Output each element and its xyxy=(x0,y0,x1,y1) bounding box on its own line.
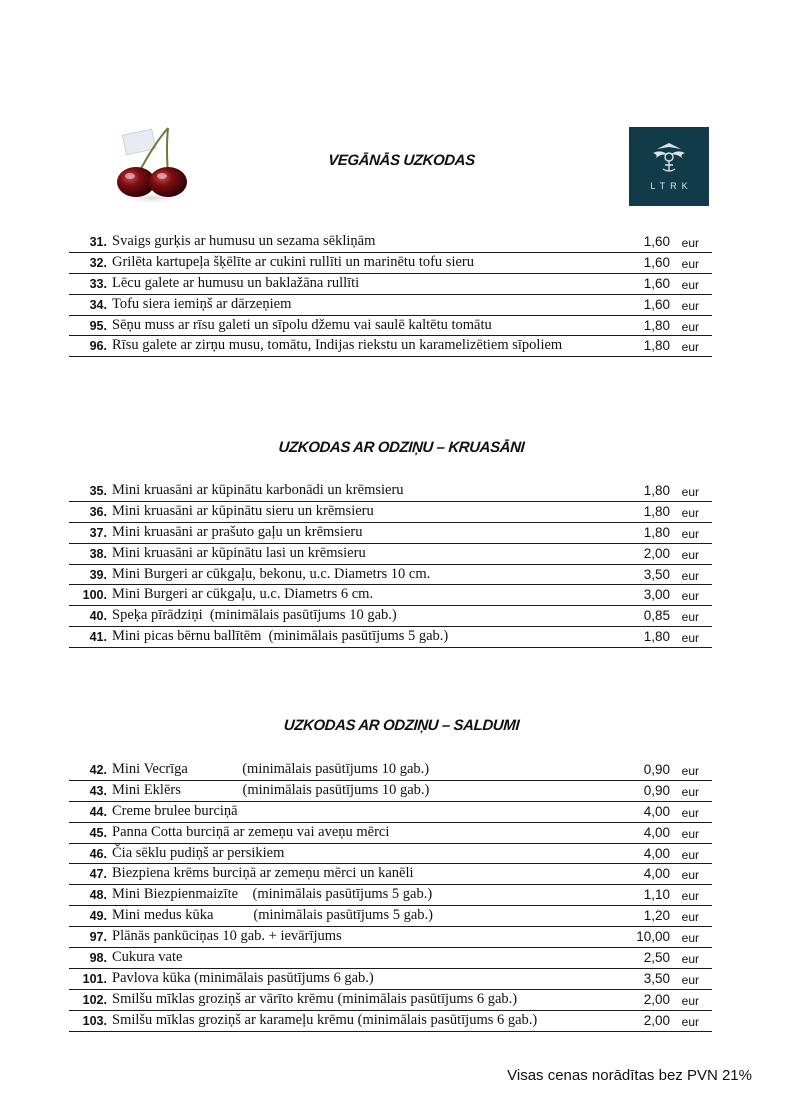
menu-item-price: 3,00 xyxy=(643,587,670,603)
menu-item-number: 32. xyxy=(89,255,107,270)
menu-item-row xyxy=(69,990,712,1011)
menu-item-price: 0,90 xyxy=(643,762,670,777)
menu-item-price: 0,85 xyxy=(643,608,670,624)
menu-item-row xyxy=(69,948,712,969)
ltrk-logo-text: LTRK xyxy=(650,181,693,191)
menu-item-number: 47. xyxy=(89,867,107,882)
menu-item-row xyxy=(69,969,712,990)
menu-item-currency: eur xyxy=(681,931,699,946)
menu-item-price: 4,00 xyxy=(643,845,670,861)
menu-item-row xyxy=(69,760,712,781)
menu-item-number: 42. xyxy=(89,763,107,777)
menu-item-price: 3,50 xyxy=(643,970,670,986)
menu-item-currency: eur xyxy=(681,910,699,925)
menu-item-number: 49. xyxy=(89,909,107,924)
menu-item-number: 44. xyxy=(89,804,107,819)
menu-item-number: 45. xyxy=(89,825,107,840)
menu-item-price: 0,90 xyxy=(643,782,670,798)
menu-item-currency: eur xyxy=(681,236,699,250)
menu-item-currency: eur xyxy=(681,568,699,583)
menu-item-currency: eur xyxy=(681,972,699,987)
section-title-sweets: UZKODAS AR ODZIŅU – SALDUMI xyxy=(283,717,520,734)
section-title-vegan: VEGĀNĀS UZKODAS xyxy=(327,152,476,169)
menu-item-row xyxy=(69,906,712,927)
menu-item-currency: eur xyxy=(681,631,699,646)
menu-item-row xyxy=(69,781,712,802)
menu-item-row xyxy=(69,864,712,885)
menu-item-currency: eur xyxy=(681,889,699,904)
menu-item-description: Rīsu galete ar zirņu musu, tomātu, Indijas riekstu un karamelizētiem sīpoliem xyxy=(112,337,563,354)
menu-item-number: 98. xyxy=(89,951,107,966)
menu-item-description: Pavlova kūka (minimālais pasūtījums 6 gab.) xyxy=(112,969,374,986)
menu-item-currency: eur xyxy=(681,589,699,604)
menu-item-number: 36. xyxy=(89,504,107,519)
menu-item-currency: eur xyxy=(681,256,699,271)
menu-item-price: 1,60 xyxy=(643,234,670,249)
menu-item-price: 1,80 xyxy=(643,317,670,333)
menu-item-price: 2,50 xyxy=(643,950,670,966)
menu-item-description: Svaigs gurķis ar humusu un sezama sēkliņām xyxy=(112,233,376,249)
menu-item-price: 2,00 xyxy=(643,991,670,1007)
menu-item-currency: eur xyxy=(681,952,699,967)
menu-item-price: 10,00 xyxy=(636,929,670,945)
section-title-croissants: UZKODAS AR ODZIŅU – KRUASĀNI xyxy=(278,439,525,456)
menu-item-row xyxy=(69,627,712,648)
menu-item-description: Čia sēklu pudiņš ar persikiem xyxy=(112,844,285,861)
menu-item-price: 1,60 xyxy=(643,275,670,291)
menu-item-row xyxy=(69,823,712,844)
menu-item-description: Mini picas bērnu ballītēm (minimālais pasūtījums 5 gab.) xyxy=(112,628,449,645)
menu-item-row xyxy=(69,802,712,823)
menu-item-number: 31. xyxy=(89,235,107,249)
menu-item-row xyxy=(69,844,712,865)
menu-item-currency: eur xyxy=(681,298,699,313)
menu-item-description: Smilšu mīklas groziņš ar karameļu krēmu (minimālais pasūtījums 6 gab.) xyxy=(112,1011,538,1028)
menu-item-currency: eur xyxy=(681,826,699,841)
menu-item-currency: eur xyxy=(681,868,699,883)
menu-item-description: Plānās pankūciņas 10 gab. + ievārījums xyxy=(112,928,342,945)
menu-item-row xyxy=(69,502,712,523)
menu-item-currency: eur xyxy=(681,340,699,355)
menu-item-price: 4,00 xyxy=(643,866,670,882)
menu-item-price: 4,00 xyxy=(643,824,670,840)
menu-item-price: 4,00 xyxy=(643,803,670,819)
menu-item-row xyxy=(69,885,712,906)
menu-item-currency: eur xyxy=(681,764,699,778)
vat-footnote: Visas cenas norādītas bez PVN 21% xyxy=(507,1067,752,1084)
menu-item-description: Mini kruasāni ar kūpinātu karbonādi un krēmsieru xyxy=(112,482,404,498)
menu-item-number: 97. xyxy=(89,930,107,945)
menu-item-row xyxy=(69,336,712,357)
menu-item-currency: eur xyxy=(681,805,699,820)
menu-item-number: 100. xyxy=(82,588,107,603)
menu-item-price: 3,50 xyxy=(643,566,670,582)
menu-item-currency: eur xyxy=(681,505,699,520)
menu-item-row xyxy=(69,523,712,544)
menu-item-number: 96. xyxy=(89,339,107,354)
menu-item-currency: eur xyxy=(681,784,699,799)
menu-item-description: Mini Burgeri ar cūkgaļu, u.c. Diametrs 6 cm. xyxy=(112,586,374,603)
menu-item-row xyxy=(69,295,712,316)
menu-item-row xyxy=(69,274,712,295)
menu-item-row xyxy=(69,1011,712,1032)
menu-table-croissants xyxy=(69,481,712,648)
menu-table-vegan xyxy=(69,232,712,357)
menu-item-number: 46. xyxy=(89,846,107,861)
menu-item-description: Speķa pīrādziņi (minimālais pasūtījums 10 gab.) xyxy=(112,607,397,624)
menu-item-description: Grilēta kartupeļa šķēlīte ar cukini rullīti un marinētu tofu sieru xyxy=(112,253,474,270)
menu-item-price: 2,00 xyxy=(643,545,670,561)
menu-item-description: Sēņu muss ar rīsu galeti un sīpolu džemu vai saulē kaltētu tomātu xyxy=(112,316,492,333)
menu-item-number: 101. xyxy=(82,971,107,986)
menu-item-row xyxy=(69,565,712,586)
menu-item-description: Mini Vecrīga (minimālais pasūtījums 10 gab.) xyxy=(112,761,430,777)
menu-item-row xyxy=(69,253,712,274)
menu-item-currency: eur xyxy=(681,847,699,862)
menu-item-description: Smilšu mīklas groziņš ar vārīto krēmu (minimālais pasūtījums 6 gab.) xyxy=(112,990,518,1007)
menu-item-price: 1,80 xyxy=(643,503,670,519)
menu-item-number: 34. xyxy=(89,297,107,312)
menu-item-price: 1,80 xyxy=(643,338,670,354)
menu-item-row xyxy=(69,606,712,627)
menu-item-price: 1,10 xyxy=(643,887,670,903)
menu-item-row xyxy=(69,481,712,502)
menu-item-description: Mini kruasāni ar kūpinātu lasi un krēmsieru xyxy=(112,544,366,561)
menu-item-description: Creme brulee burciņā xyxy=(112,802,238,819)
menu-item-price: 1,80 xyxy=(643,483,670,498)
menu-item-number: 43. xyxy=(89,783,107,798)
menu-item-number: 48. xyxy=(89,888,107,903)
menu-item-description: Mini kruasāni ar kūpinātu sieru un krēmsieru xyxy=(112,502,374,519)
menu-item-row xyxy=(69,232,712,253)
menu-item-description: Mini Eklērs (minimālais pasūtījums 10 gab.) xyxy=(112,781,430,798)
menu-item-currency: eur xyxy=(681,610,699,625)
menu-item-description: Tofu siera iemiņš ar dārzeņiem xyxy=(112,295,292,312)
menu-item-currency: eur xyxy=(681,526,699,541)
menu-item-number: 102. xyxy=(82,992,107,1007)
menu-item-row xyxy=(69,927,712,948)
menu-item-number: 35. xyxy=(89,484,107,498)
menu-item-number: 40. xyxy=(89,609,107,624)
menu-item-currency: eur xyxy=(681,547,699,562)
menu-item-description: Mini medus kūka (minimālais pasūtījums 5 gab.) xyxy=(112,907,433,924)
menu-item-price: 1,20 xyxy=(643,908,670,924)
menu-item-price: 2,00 xyxy=(643,1012,670,1028)
menu-item-price: 1,80 xyxy=(643,629,670,645)
menu-item-number: 33. xyxy=(89,276,107,291)
menu-item-currency: eur xyxy=(681,485,699,499)
menu-item-description: Cukura vate xyxy=(112,949,183,966)
menu-item-row xyxy=(69,316,712,337)
menu-item-description: Lēcu galete ar humusu un baklažāna rullīti xyxy=(112,274,360,291)
menu-item-price: 1,60 xyxy=(643,296,670,312)
menu-item-currency: eur xyxy=(681,277,699,292)
menu-item-description: Mini kruasāni ar prašuto gaļu un krēmsieru xyxy=(112,523,363,540)
menu-item-description: Panna Cotta burciņā ar zemeņu vai aveņu mērci xyxy=(112,823,390,840)
menu-item-number: 95. xyxy=(89,318,107,333)
menu-table-sweets xyxy=(69,760,712,1032)
menu-item-row xyxy=(69,544,712,565)
menu-item-description: Biezpiena krēms burciņā ar zemeņu mērci un kanēli xyxy=(112,865,414,882)
menu-item-number: 38. xyxy=(89,546,107,561)
menu-item-number: 103. xyxy=(82,1013,107,1028)
menu-item-number: 39. xyxy=(89,567,107,582)
menu-item-price: 1,60 xyxy=(643,254,670,270)
menu-item-description: Mini Burgeri ar cūkgaļu, bekonu, u.c. Diametrs 10 cm. xyxy=(112,565,431,582)
menu-item-row xyxy=(69,585,712,606)
menu-item-price: 1,80 xyxy=(643,524,670,540)
menu-item-number: 37. xyxy=(89,525,107,540)
menu-item-number: 41. xyxy=(89,630,107,645)
menu-item-currency: eur xyxy=(681,993,699,1008)
menu-item-currency: eur xyxy=(681,1014,699,1029)
menu-item-currency: eur xyxy=(681,319,699,334)
menu-item-description: Mini Biezpienmaizīte (minimālais pasūtījums 5 gab.) xyxy=(112,886,433,903)
